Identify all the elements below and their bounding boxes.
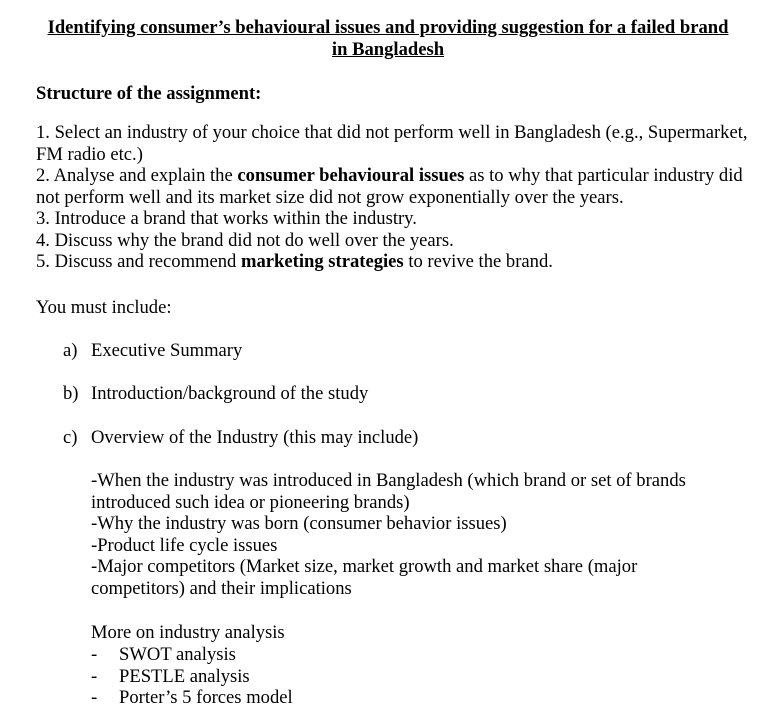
overview-detail-line: -Major competitors (Market size, market growth and market share (major competitors) and their implications	[91, 556, 638, 599]
include-item	[63, 427, 418, 449]
analysis-item-text: Porter’s 5 forces model	[119, 687, 293, 708]
analysis-item-text: PESTLE analysis	[119, 665, 250, 687]
overview-detail-line: -Product life cycle issues	[91, 534, 278, 556]
more-analysis-label: More on industry analysis	[91, 622, 285, 643]
must-include-label: You must include:	[36, 297, 172, 318]
overview-detail-line: -When the industry was introduced in Bangladesh (which brand or set of brands introduced such idea or pioneering brands)	[91, 470, 686, 513]
include-item-letter: b)	[63, 383, 79, 404]
emphasis-text: marketing strategies	[241, 251, 404, 272]
task-item: 5. Discuss and recommend marketing strategies to revive the brand.	[36, 251, 553, 272]
include-item-letter: c)	[63, 427, 78, 448]
include-item-letter: a)	[63, 340, 78, 361]
task-item: 4. Discuss why the brand did not do well over the years.	[36, 229, 454, 251]
document-title	[30, 17, 746, 60]
task-item: 1. Select an industry of your choice that did not perform well in Bangladesh (e.g., Supermarket, FM radio etc.)	[36, 122, 748, 165]
overview-details	[91, 470, 731, 599]
title-line-1: Identifying consumer’s behavioural issues and providing suggestion for a failed brand	[47, 17, 729, 38]
include-item-text: Overview of the Industry (this may include)	[91, 427, 419, 448]
task-item: 2. Analyse and explain the consumer behavioural issues as to why that particular industry did not perform well and its market size did not grow exponentially over the years.	[36, 165, 743, 208]
dash-bullet: -	[91, 665, 98, 687]
analysis-item-text: SWOT analysis	[119, 644, 236, 665]
title-line-2: in Bangladesh	[331, 38, 445, 60]
include-item-text: Introduction/background of the study	[91, 383, 369, 404]
include-item-text: Executive Summary	[91, 340, 243, 361]
dash-bullet: -	[91, 687, 98, 708]
include-item	[63, 340, 242, 362]
analysis-list	[91, 644, 293, 709]
structure-heading: Structure of the assignment:	[36, 83, 262, 104]
task-list	[36, 122, 756, 273]
task-item: 3. Introduce a brand that works within the industry.	[36, 208, 417, 229]
overview-detail-line: -Why the industry was born (consumer behavior issues)	[91, 513, 507, 534]
emphasis-text: consumer behavioural issues	[237, 165, 465, 186]
analysis-item	[91, 687, 293, 709]
analysis-item	[91, 666, 293, 688]
dash-bullet: -	[91, 644, 98, 665]
analysis-item	[91, 644, 293, 666]
include-item	[63, 383, 368, 405]
